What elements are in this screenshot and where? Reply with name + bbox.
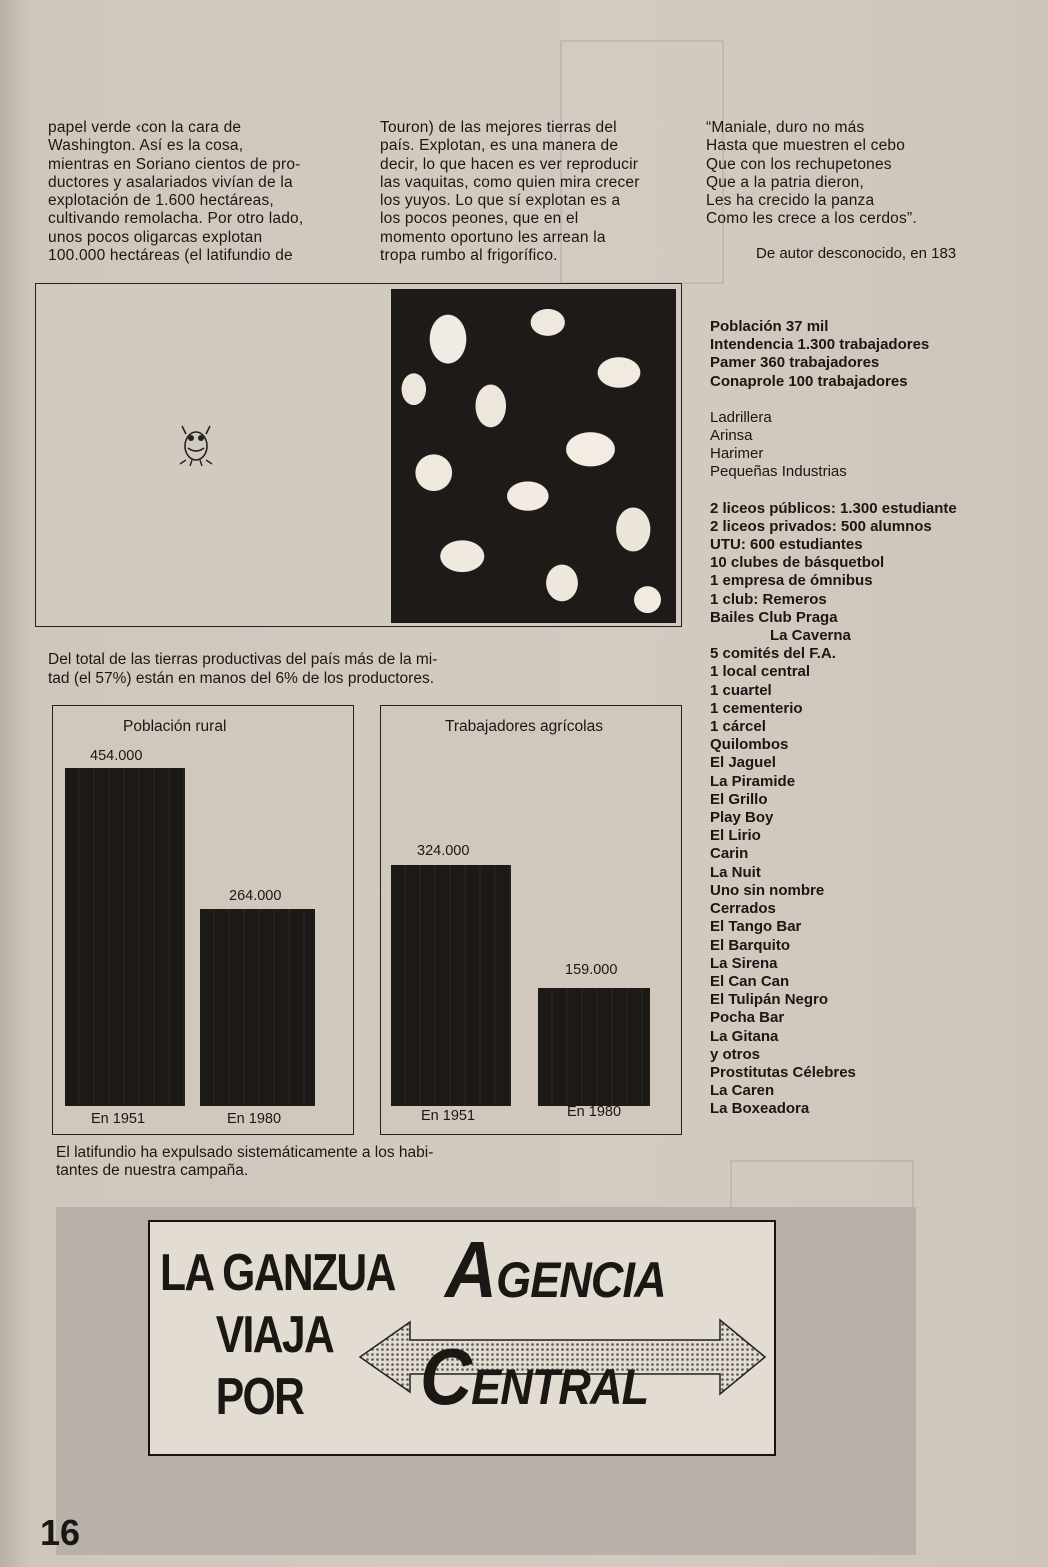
col2-line: decir, lo que hacen es ver reproducir [380, 155, 639, 173]
poem-line: Les ha crecido la panza [706, 192, 875, 210]
poem-line: “Maniale, duro no más [706, 119, 865, 136]
poem-line: Hasta que muestren el cebo [706, 137, 906, 155]
institution-line: 2 liceos públicos: 1.300 estudiante [710, 499, 957, 517]
bar-1980 [200, 909, 315, 1106]
institution-line: La Caren [710, 1082, 775, 1100]
institution-line: 2 liceos privados: 500 alumnos [710, 517, 932, 535]
col2-line: los yuyos. Lo que sí explotan es a [380, 192, 621, 210]
value-label-1951: 324.000 [417, 843, 470, 859]
institution-line: El Can Can [710, 972, 790, 990]
institution-line: El Tango Bar [710, 918, 802, 936]
chart-agricultural-workers [380, 705, 682, 1135]
bar-1951 [391, 865, 511, 1106]
cartoon-creature-icon [176, 416, 216, 468]
institution-line: y otros [710, 1045, 761, 1063]
chart-title: Trabajadores agrícolas [445, 718, 603, 735]
poem [706, 119, 1006, 229]
institution-line: Carin [710, 845, 749, 863]
institution-line: 10 clubes de básquetbol [710, 554, 885, 572]
figure-caption [48, 650, 437, 688]
value-label-1980: 264.000 [229, 888, 282, 904]
charts-caption-line: tantes de nuestra campaña. [56, 1162, 249, 1180]
chart-rural-population [52, 705, 354, 1135]
col1-line: papel verde ‹con la cara de [48, 119, 242, 136]
institution-line: Bailes Club Praga [710, 608, 838, 626]
institution-line: Cerrados [710, 900, 776, 918]
industry-line: Arinsa [710, 427, 753, 445]
category-label-1980: En 1980 [227, 1111, 282, 1127]
institution-line: Pocha Bar [710, 1009, 785, 1027]
category-label-1980: En 1980 [567, 1104, 622, 1120]
poem-credit: De autor desconocido, en 183 [756, 245, 957, 262]
ad-slogan [160, 1242, 395, 1428]
fact-line: Conaprole 100 trabajadores [710, 372, 908, 390]
col1-line: cultivando remolacha. Por otro lado, [48, 210, 304, 228]
institution-line: 5 comités del F.A. [710, 645, 836, 663]
col2-line: tropa rumbo al frigorífico. [380, 247, 558, 265]
bar-1980 [538, 988, 650, 1106]
institution-line: 1 cárcel [710, 718, 766, 736]
ad-agencia-word [445, 1225, 666, 1314]
col1-line: 100.000 hectáreas (el latifundio de [48, 247, 293, 265]
institution-line: El Tulipán Negro [710, 991, 829, 1009]
institution-line: Play Boy [710, 809, 774, 827]
ad-slogan-line: LA GANZUA [160, 1244, 395, 1302]
institution-line: El Grillo [710, 790, 768, 808]
col2-line: las vaquitas, como quien mira crecer [380, 173, 640, 191]
institution-line: 1 club: Remeros [710, 590, 827, 608]
spacer [710, 391, 957, 409]
page-number: 16 [40, 1512, 81, 1553]
ad-central-rest: ENTRAL [471, 1359, 649, 1415]
category-label-1951: En 1951 [91, 1111, 146, 1127]
institution-line: La Piramide [710, 772, 796, 790]
figure-frame [35, 283, 682, 627]
institution-line: La Caverna [770, 627, 851, 645]
institution-line: Quilombos [710, 736, 789, 754]
ad-slogan-line: POR [215, 1368, 304, 1426]
institution-line: La Gitana [710, 1027, 779, 1045]
figure-caption-line: tad (el 57%) están en manos del 6% de los productores. [48, 670, 435, 687]
ad-central-initial: C [420, 1332, 472, 1421]
advertisement [148, 1220, 776, 1456]
figure-caption-line: Del total de las tierras productivas del país más de la mi- [48, 651, 438, 668]
chart-title: Población rural [123, 718, 227, 735]
institution-line: Uno sin nombre [710, 881, 825, 899]
text-column-2 [380, 119, 671, 265]
institution-line: La Sirena [710, 954, 778, 972]
value-label-1951: 454.000 [90, 748, 143, 764]
col1-line: explotación de 1.600 hectáreas, [48, 192, 274, 210]
ad-agencia-initial: A [445, 1225, 497, 1314]
institution-line: 1 cementerio [710, 699, 803, 717]
institution-line: 1 local central [710, 663, 811, 681]
institution-line: La Boxeadora [710, 1100, 810, 1118]
industry-line: Pequeñas Industrias [710, 463, 847, 481]
institution-line: La Nuit [710, 863, 761, 881]
category-label-1951: En 1951 [421, 1108, 476, 1124]
poem-line: Que a la patria dieron, [706, 173, 864, 191]
ad-agencia-rest: GENCIA [496, 1252, 666, 1308]
ad-slogan-line: VIAJA [215, 1306, 334, 1364]
institution-line: El Jaguel [710, 754, 776, 772]
facts-list [710, 318, 957, 1119]
poem-line: Como les crece a los cerdos”. [706, 210, 917, 228]
col2-line: Touron) de las mejores tierras del [380, 119, 617, 136]
fact-line: Pamer 360 trabajadores [710, 354, 880, 372]
institution-line: 1 cuartel [710, 681, 772, 699]
crowd-photo [391, 289, 676, 623]
col2-line: país. Explotan, es una manera de [380, 137, 619, 155]
charts-caption-line: El latifundio ha expulsado sistemáticamente a los habi- [56, 1144, 434, 1161]
institution-line: 1 empresa de ómnibus [710, 572, 873, 590]
col2-line: los pocos peones, que en el [380, 210, 579, 228]
industry-line: Ladrillera [710, 408, 772, 426]
institution-line: Prostitutas Célebres [710, 1063, 856, 1081]
col2-line: momento oportuno les arrean la [380, 228, 606, 246]
spacer [710, 482, 957, 500]
institution-line: El Lirio [710, 827, 761, 845]
fact-line: Población 37 mil [710, 318, 829, 335]
col1-line: Washington. Así es la cosa, [48, 137, 244, 155]
col1-line: unos pocos oligarcas explotan [48, 228, 263, 246]
institutions-list [710, 500, 957, 1119]
institution-line: El Barquito [710, 936, 791, 954]
col1-line: mientras en Soriano cientos de pro- [48, 155, 301, 173]
text-column-1 [48, 119, 336, 265]
value-label-1980: 159.000 [565, 962, 618, 978]
industry-line: Harimer [710, 445, 764, 463]
ad-central-word [420, 1332, 649, 1421]
institution-line: UTU: 600 estudiantes [710, 536, 863, 554]
poem-line: Que con los rechupetones [706, 155, 892, 173]
col1-line: ductores y asalariados vivían de la [48, 173, 293, 191]
charts-caption [56, 1144, 433, 1181]
bar-1951 [65, 768, 185, 1106]
fact-line: Intendencia 1.300 trabajadores [710, 336, 930, 354]
